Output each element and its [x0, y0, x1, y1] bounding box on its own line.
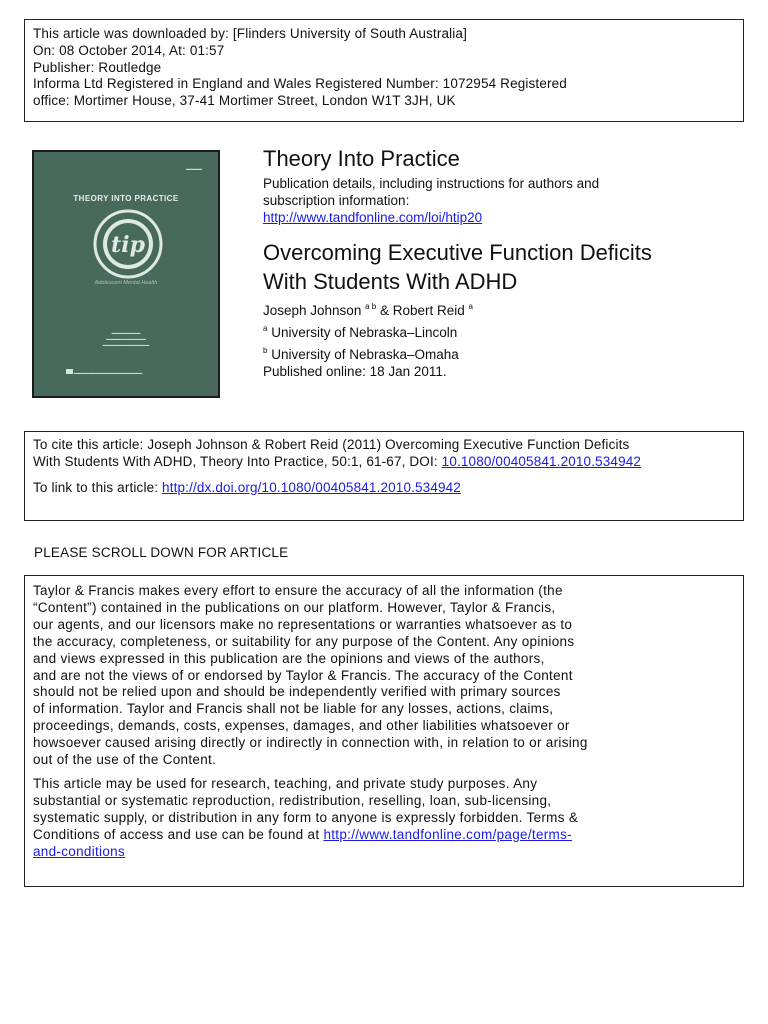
article-link-line — [33, 480, 735, 497]
author-name: Robert Reid — [392, 303, 465, 319]
disclaimer-line: and are not the views of or endorsed by Taylor & Francis. The accuracy of the Content — [33, 667, 573, 683]
publication-details — [263, 176, 743, 226]
article-title — [263, 238, 743, 296]
citation-line-2 — [33, 454, 735, 471]
disclaimer-paragraph-1 — [33, 583, 735, 769]
disclaimer-line: substantial or systematic reproduction, redistribution, reselling, loan, sub-licensing, — [33, 792, 552, 808]
disclaimer-line: proceedings, demands, costs, expenses, damages, and other liabilities whatsoever or — [33, 718, 570, 734]
author-name: Joseph Johnson — [263, 303, 362, 319]
disclaimer-line: the accuracy, completeness, or suitability for any purpose of the Content. Any opinions — [33, 633, 575, 649]
office-line: office: Mortimer House, 37-41 Mortimer Street, London W1T 3JH, UK — [33, 93, 456, 109]
disclaimer-line: Taylor & Francis makes every effort to ensure the accuracy of all the information (the — [33, 583, 563, 598]
citation-box — [24, 431, 744, 521]
journal-title: Theory Into Practice — [263, 146, 460, 171]
registration-line: Informa Ltd Registered in England and Wales Registered Number: 1072954 Registered — [33, 76, 567, 92]
terms-link-part-2[interactable]: and-conditions — [33, 843, 126, 859]
disclaimer-line: and views expressed in this publication are the opinions and views of the authors, — [33, 650, 545, 666]
article-doi-url-link[interactable]: http://dx.doi.org/10.1080/00405841.2010.534942 — [162, 479, 461, 495]
author-affiliation-marker: a b — [365, 302, 377, 312]
cover-editor-lines: ▬▬▬▬▬▬▬▬ ▬▬▬▬▬▬▬▬▬▬▬ ▬▬▬▬▬▬▬▬▬▬▬▬▬ — [102, 331, 150, 347]
affiliation-text: University of Nebraska–Lincoln — [271, 325, 458, 341]
disclaimer-line: systematic supply, or distribution in any form to anyone is expressly forbidden. Terms & — [33, 809, 579, 825]
disclaimer-line: of information. Taylor and Francis shall not be liable for any losses, actions, claims, — [33, 701, 554, 717]
disclaimer-line: howsoever caused arising directly or indirectly in connection with, in relation to or arising — [33, 735, 588, 751]
cover-logo-text: tip — [111, 232, 145, 258]
publisher-line: Publisher: Routledge — [33, 59, 162, 75]
citation-line-1: To cite this article: Joseph Johnson & Robert Reid (2011) Overcoming Executive Function Deficits — [33, 437, 630, 452]
article-title-line-2: With Students With ADHD — [263, 269, 518, 295]
disclaimer-line: “Content”) contained in the publications on our platform. However, Taylor & Francis, — [33, 599, 556, 615]
affiliation-a — [263, 324, 743, 341]
details-line-2: subscription information: — [263, 192, 410, 208]
author-affiliation-marker: a — [468, 302, 473, 312]
doi-link[interactable]: 10.1080/00405841.2010.534942 — [441, 453, 642, 469]
author-separator: & — [376, 303, 393, 319]
cover-logo-icon — [92, 208, 164, 280]
article-metadata — [263, 146, 743, 380]
disclaimer-line: our agents, and our licensors make no representations or warranties whatsoever as to — [33, 616, 573, 632]
disclaimer-line: Conditions of access and use can be found at — [33, 826, 324, 842]
disclaimer-box — [24, 575, 744, 887]
cover-publisher-logo — [66, 369, 73, 374]
scroll-notice: PLEASE SCROLL DOWN FOR ARTICLE — [34, 545, 289, 560]
disclaimer-line: out of the use of the Content. — [33, 752, 217, 768]
cover-title: THEORY INTO PRACTICE — [73, 194, 179, 203]
terms-link-part-1[interactable]: http://www.tandfonline.com/page/terms- — [323, 826, 572, 842]
download-line: This article was downloaded by: [Flinders University of South Australia] — [33, 26, 467, 41]
affiliation-marker: b — [263, 346, 268, 356]
article-title-line-1: Overcoming Executive Function Deficits — [263, 240, 652, 266]
cover-issn: ▬▬▬▬ — [186, 166, 202, 171]
journal-url-link[interactable]: http://www.tandfonline.com/loi/htip20 — [263, 209, 483, 225]
affiliation-b — [263, 346, 743, 363]
authors-line — [263, 302, 743, 319]
affiliation-marker: a — [263, 324, 268, 334]
download-date: On: 08 October 2014, At: 01:57 — [33, 42, 225, 58]
disclaimer-line: This article may be used for research, teaching, and private study purposes. Any — [33, 775, 538, 791]
journal-cover-image — [32, 150, 220, 398]
citation-text: With Students With ADHD, Theory Into Practice, 50:1, 61-67, DOI: — [33, 453, 442, 469]
details-line-1: Publication details, including instructions for authors and — [263, 176, 600, 191]
published-online: Published online: 18 Jan 2011. — [263, 364, 447, 380]
link-label: To link to this article: — [33, 479, 163, 495]
affiliation-text: University of Nebraska–Omaha — [271, 347, 459, 363]
disclaimer-paragraph-2 — [33, 776, 735, 861]
download-info-box — [24, 19, 744, 122]
cover-publisher-line: ▬▬▬▬▬▬▬▬▬▬▬▬▬▬▬▬▬▬▬ — [74, 371, 143, 375]
cover-subtitle: Adolescent Mental Health — [94, 280, 158, 286]
disclaimer-line: should not be relied upon and should be independently verified with primary sources — [33, 684, 561, 700]
